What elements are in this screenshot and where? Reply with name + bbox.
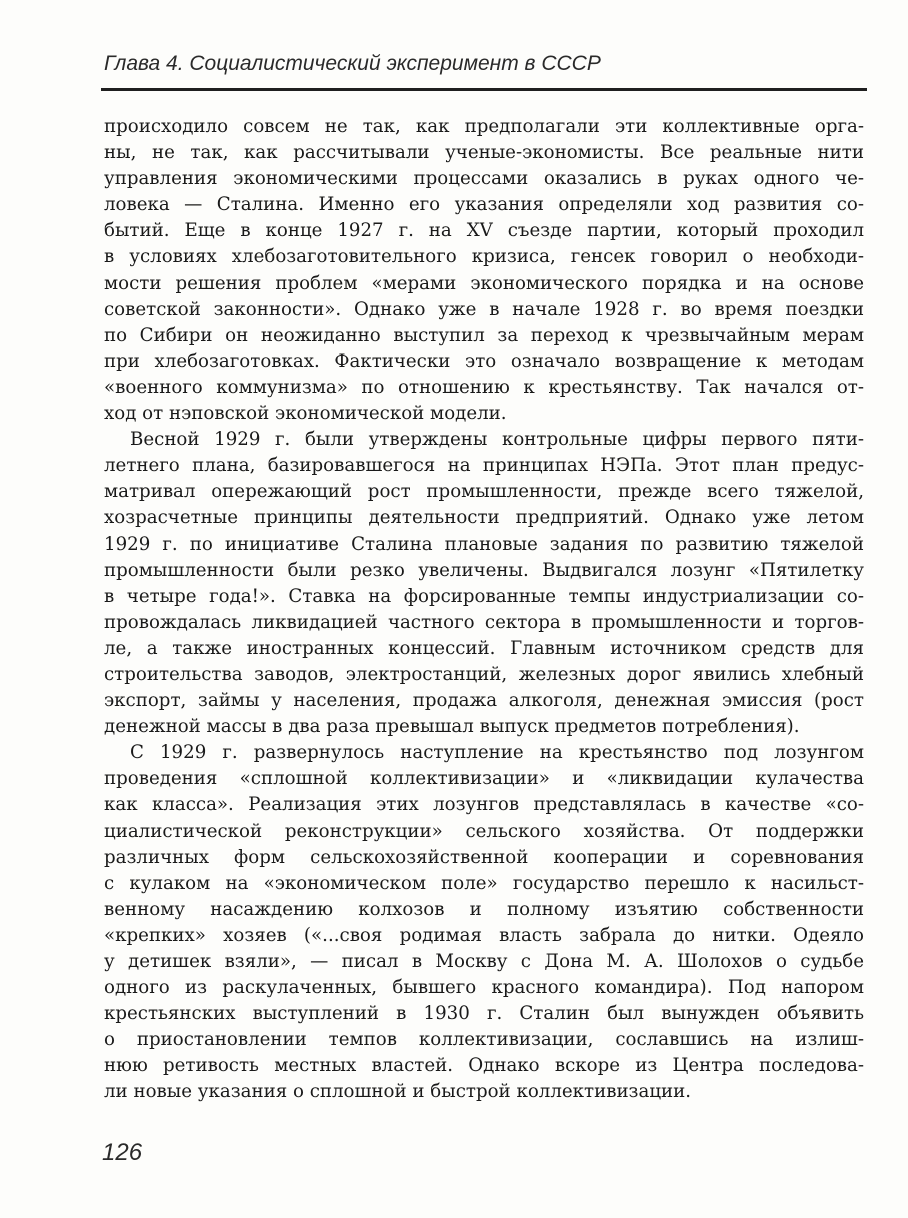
text-line: как класса». Реализация этих лозунгов представлялась в качестве «со- xyxy=(104,794,864,816)
text-line: ловека — Сталина. Именно его указания определяли ход развития со- xyxy=(104,194,864,216)
text-line: 1929 г. по инициативе Сталина плановые задания по развитию тяжелой xyxy=(104,533,864,555)
text-line: С 1929 г. развернулось наступление на крестьянство под лозунгом xyxy=(130,742,864,764)
text-line: по Сибири он неожиданно выступил за переход к чрезвычайным мерам xyxy=(104,324,864,346)
text-line: строительства заводов, электростанций, железных дорог явились хлебный xyxy=(104,663,864,685)
text-line: в четыре года!». Ставка на форсированные темпы индустриализации со- xyxy=(104,585,864,607)
text-line: денежной массы в два раза превышал выпуск предметов потребления). xyxy=(104,716,800,738)
paragraph-2 xyxy=(104,427,864,740)
text-line: Весной 1929 г. были утверждены контрольные цифры первого пяти- xyxy=(130,429,864,451)
text-line: «крепких» хозяев («...своя родимая власть забрала до нитки. Одеяло xyxy=(104,924,864,946)
text-line: в условиях хлебозаготовительного кризиса, генсек говорил о необходи- xyxy=(104,246,864,268)
paragraph-3 xyxy=(104,740,864,1105)
text-line: экспорт, займы у населения, продажа алкоголя, денежная эмиссия (рост xyxy=(104,690,864,712)
text-line: венному насаждению колхозов и полному изъятию собственности xyxy=(104,898,864,920)
body-text xyxy=(104,114,864,1106)
text-line: одного из раскулаченных, бывшего красного командира). Под напором xyxy=(104,977,864,999)
running-head-title: Глава 4. Социалистический эксперимент в СССР xyxy=(104,52,601,75)
text-line: управления экономическими процессами оказались в руках одного че- xyxy=(104,168,864,190)
text-line: у детишек взяли», — писал в Москву с Дона М. А. Шолохов о судьбе xyxy=(104,951,864,972)
page-number: 126 xyxy=(102,1139,143,1166)
paragraph-1 xyxy=(104,114,864,427)
text-line: провождалась ликвидацией частного сектора в промышленности и торгов- xyxy=(104,611,864,633)
text-line: «военного коммунизма» по отношению к крестьянству. Так начался от- xyxy=(104,376,864,398)
text-line: при хлебозаготовках. Фактически это означало возвращение к методам xyxy=(104,350,864,372)
text-line: матривал опережающий рост промышленности, прежде всего тяжелой, xyxy=(104,481,864,503)
text-line: крестьянских выступлений в 1930 г. Сталин был вынужден объявить xyxy=(104,1003,864,1025)
text-line: циалистической реконструкции» сельского хозяйства. От поддержки xyxy=(104,820,864,842)
text-line: промышленности были резко увеличены. Выдвигался лозунг «Пятилетку xyxy=(104,559,864,581)
text-line: о приостановлении темпов коллективизации, сославшись на излиш- xyxy=(104,1029,864,1051)
text-line: с кулаком на «экономическом поле» государство перешло к насильст- xyxy=(104,872,864,894)
text-line: бытий. Еще в конце 1927 г. на XV съезде партии, который проходил xyxy=(104,220,864,242)
text-line: хозрасчетные принципы деятельности предприятий. Однако уже летом xyxy=(104,507,864,529)
text-line: ле, а также иностранных концессий. Главным источником средств для xyxy=(104,637,864,659)
text-line: летнего плана, базировавшегося на принципах НЭПа. Этот план предус- xyxy=(104,455,864,477)
text-line: ход от нэповской экономической модели. xyxy=(104,403,507,425)
header-rule xyxy=(101,88,867,91)
text-line: различных форм сельскохозяйственной кооперации и соревнования xyxy=(104,846,864,868)
text-line: ны, не так, как рассчитывали ученые-экономисты. Все реальные нити xyxy=(104,142,864,164)
text-line: мости решения проблем «мерами экономического порядка и на основе xyxy=(104,272,864,294)
text-line: проведения «сплошной коллективизации» и «ликвидации кулачества xyxy=(104,768,864,790)
text-line: нюю ретивость местных властей. Однако вскоре из Центра последова- xyxy=(104,1055,864,1077)
text-line: происходило совсем не так, как предполагали эти коллективные орга- xyxy=(104,116,864,137)
text-line: ли новые указания о сплошной и быстрой коллективизации. xyxy=(104,1081,692,1103)
text-line: советской законности». Однако уже в начале 1928 г. во время поездки xyxy=(104,298,864,320)
